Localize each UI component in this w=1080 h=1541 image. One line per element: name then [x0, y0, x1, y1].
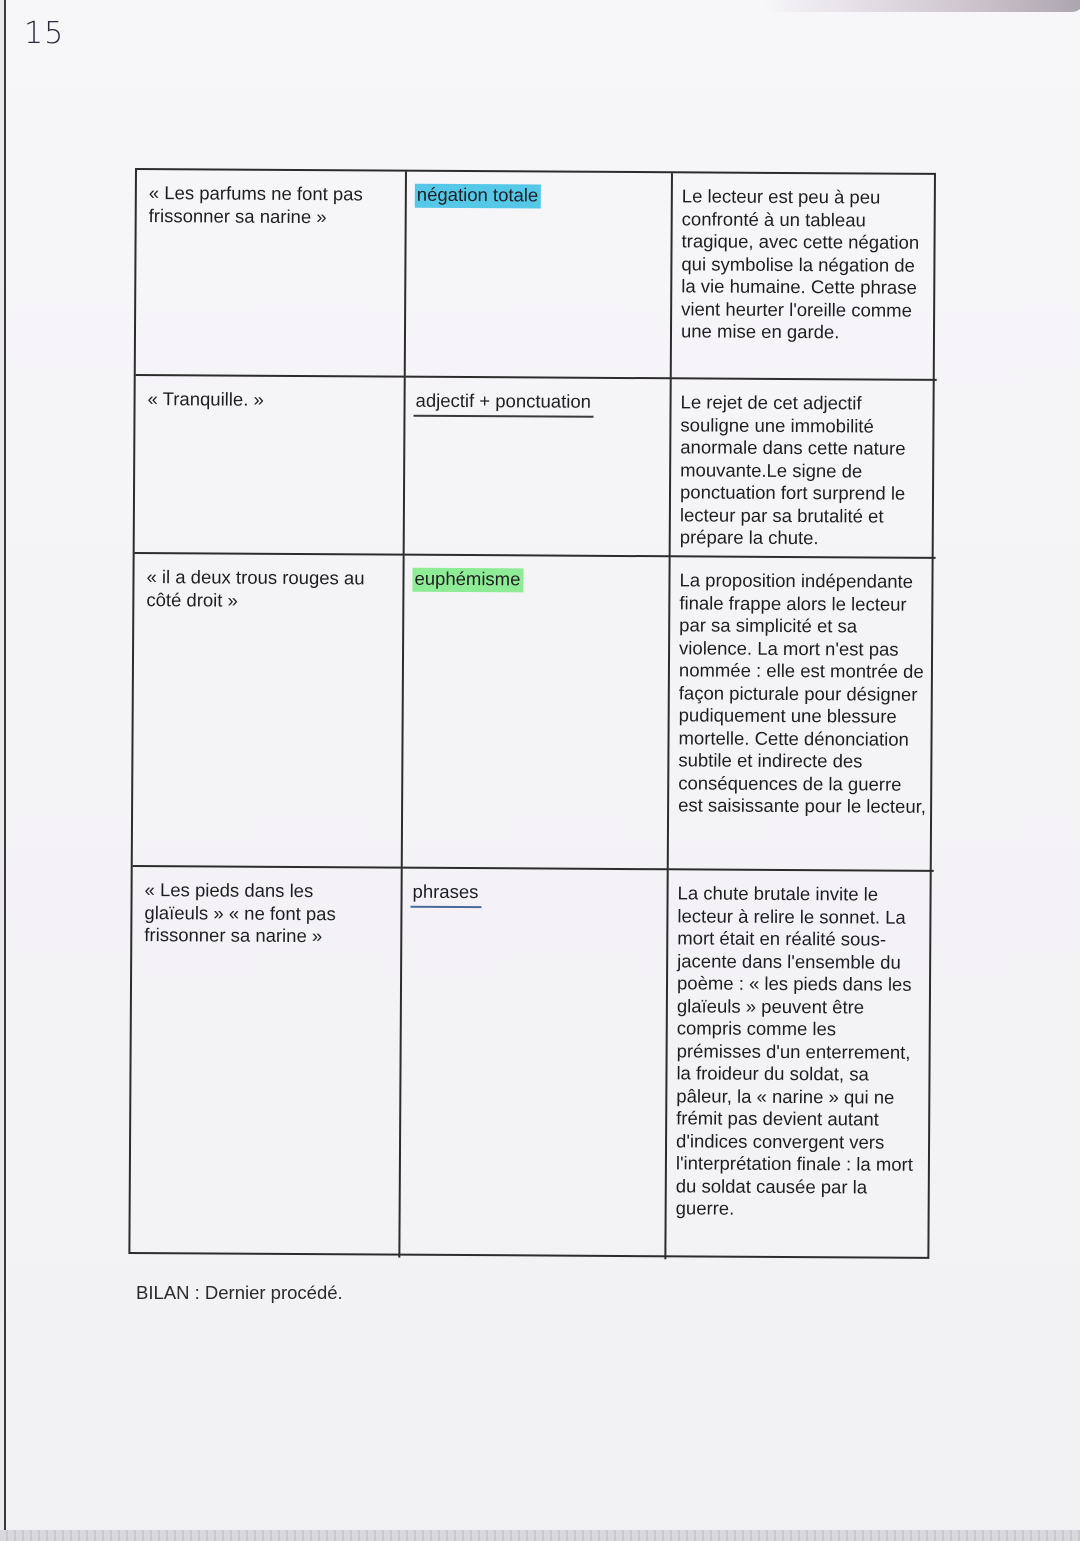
analysis-cell: [672, 173, 938, 381]
procede-cell: [403, 556, 671, 871]
page-edge: [0, 1530, 1080, 1541]
analysis-cell: [666, 870, 933, 1261]
procede-label: adjectif + ponctuation: [413, 390, 594, 418]
analysis-text: Le lecteur est peu à peu confronté à un tableau tragique, avec cette négation qui symbolise la négation de la vie humaine. Cette phrase vient heurter l'oreille comme une mise en garde.: [680, 185, 920, 343]
quote-text: « Tranquille. »: [147, 388, 264, 410]
analysis-cell: [671, 379, 937, 559]
procede-label: euphémisme: [412, 568, 523, 592]
analysis-table: [128, 168, 936, 1259]
page-number: 15: [24, 16, 65, 51]
quote-cell: [133, 554, 405, 869]
procede-label: négation totale: [415, 184, 542, 208]
procede-cell: [406, 172, 673, 380]
quote-text: « il a deux trous rouges au côté droit »: [146, 566, 365, 611]
quote-cell: [130, 867, 402, 1258]
analysis-text: La chute brutale invite le lecteur à relire le sonnet. La mort était en réalité sous-jacente dans l'ensemble du poème : « les pieds dans les glaïeuls » peuvent être compris comme les prémisses d'un enterrement, la froideur du soldat, sa pâleur, la « narine » qui ne frémit pas devient autant d'indices convergent vers l'interprétation finale : la mort du soldat causée par la guerre.: [675, 882, 913, 1219]
procede-cell: [400, 869, 668, 1260]
analysis-text: Le rejet de cet adjectif souligne une immobilité anormale dans cette nature mouvante.Le signe de ponctuation fort surprend le lecteur par sa brutalité et prépare la chute.: [679, 391, 906, 549]
quote-cell: [135, 376, 406, 556]
paper-sheet: [4, 0, 1080, 1530]
quote-text: « Les pieds dans les glaïeuls » « ne font pas frissonner sa narine »: [144, 879, 336, 947]
quote-cell: [136, 170, 407, 378]
bilan-text: BILAN : Dernier procédé.: [136, 1282, 343, 1303]
procede-cell: [405, 378, 672, 558]
analysis-cell: [669, 557, 936, 872]
analysis-text: La proposition indépendante finale frappe alors le lecteur par sa simplicité et sa violence. La mort n'est pas nommée : elle est montrée de façon picturale pour désigner pudiquement une blessure mortelle. Cette dénonciation subtile et indirecte des conséquences de la guerre est saisissante pour le lecteur,: [678, 569, 927, 817]
procede-label: phrases: [410, 881, 481, 908]
quote-text: « Les parfums ne font pas frissonner sa narine »: [148, 182, 363, 227]
binder-shadow: [764, 0, 1080, 12]
